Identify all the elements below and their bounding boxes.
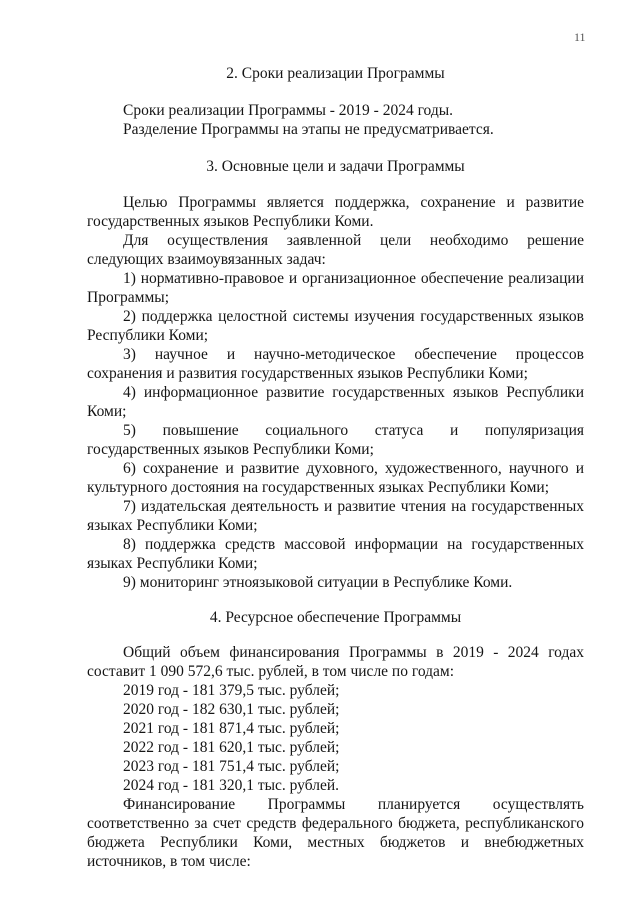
section-2-heading: 2. Сроки реализации Программы [226, 65, 445, 82]
page-number: 11 [574, 30, 586, 44]
task-item: 3) научное и научно-методическое обеспечение процессов сохранения и развития государственных языков Республики Коми; [87, 346, 584, 382]
goal-paragraph: Целью Программы является поддержка, сохранение и развитие государственных языков Республики Коми. [87, 194, 584, 230]
year-financing-item: 2021 год - 181 871,4 тыс. рублей; [123, 720, 340, 737]
task-item: 1) нормативно-правовое и организационное обеспечение реализации Программы; [87, 270, 584, 306]
task-item: 8) поддержка средств массовой информации на государственных языках Республики Коми; [87, 536, 584, 572]
terms-line: Сроки реализации Программы - 2019 - 2024 годы. [123, 102, 454, 119]
funding-sources-paragraph: Финансирование Программы планируется осуществлять соответственно за счет средств федерального бюджета, республиканского бюджета Республики Коми, местных бюджетов и внебюджетных источников, в том числе: [87, 796, 584, 870]
section-goals [87, 157, 584, 592]
stages-line: Разделение Программы на этапы не предусматривается. [123, 121, 494, 138]
task-item: 6) сохранение и развитие духовного, художественного, научного и культурного достояния на государственных языках Республики Коми; [87, 460, 584, 496]
yearly-financing-list [87, 681, 584, 795]
task-item: 9) мониторинг этноязыковой ситуации в Республике Коми. [123, 574, 513, 591]
year-financing-item: 2024 год - 181 320,1 тыс. рублей. [123, 777, 340, 794]
year-financing-item: 2019 год - 181 379,5 тыс. рублей; [123, 682, 340, 699]
task-item: 7) издательская деятельность и развитие чтения на государственных языках Республики Коми; [87, 498, 584, 534]
section-3-heading: 3. Основные цели и задачи Программы [206, 158, 465, 175]
tasks-intro: Для осуществления заявленной цели необходимо решение следующих взаимоувязанных задач: [87, 232, 584, 268]
year-financing-item: 2023 год - 181 751,4 тыс. рублей; [123, 758, 340, 775]
task-item: 4) информационное развитие государственных языков Республики Коми; [87, 384, 584, 420]
total-financing-paragraph: Общий объем финансирования Программы в 2019 - 2024 годах составит 1 090 572,6 тыс. рублей, в том числе по годам: [87, 644, 584, 680]
section-4-heading: 4. Ресурсное обеспечение Программы [209, 609, 462, 626]
section-resources [87, 608, 584, 871]
document-body [87, 64, 584, 871]
year-financing-item: 2020 год - 182 630,1 тыс. рублей; [123, 701, 340, 718]
task-item: 2) поддержка целостной системы изучения государственных языков Республики Коми; [87, 308, 584, 344]
section-terms [87, 64, 584, 139]
task-list [87, 269, 584, 592]
task-item: 5) повышение социального статуса и популяризация государственных языков Республики Коми; [87, 422, 584, 458]
year-financing-item: 2022 год - 181 620,1 тыс. рублей; [123, 739, 340, 756]
